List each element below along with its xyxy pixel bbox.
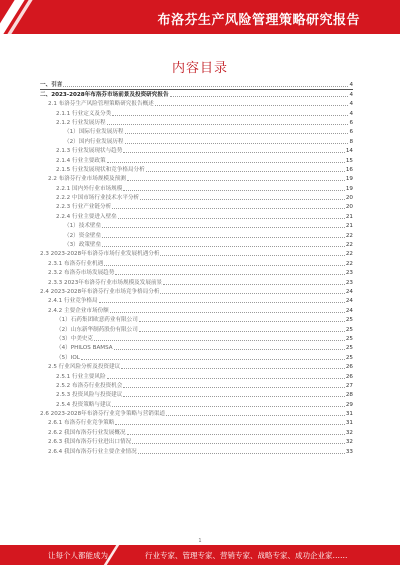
toc-leader-dots <box>107 162 345 163</box>
toc-entry-title: （5）IOL <box>56 354 80 361</box>
toc-entry[interactable] <box>40 99 353 108</box>
toc-entry-page: 31 <box>345 411 353 418</box>
toc-entry[interactable] <box>40 352 353 361</box>
toc-leader-dots <box>115 274 345 275</box>
toc-leader-dots <box>127 180 345 181</box>
toc-entry[interactable] <box>40 409 353 418</box>
toc-entry-page: 20 <box>345 195 353 202</box>
toc-leader-dots <box>121 368 345 369</box>
toc-entry-title: （3）政策壁垒 <box>64 242 102 249</box>
toc-entry[interactable] <box>40 268 353 277</box>
toc-leader-dots <box>94 340 345 341</box>
toc-leader-dots <box>138 453 345 454</box>
toc-entry[interactable] <box>40 446 353 455</box>
toc-leader-dots <box>146 171 345 172</box>
toc-entry-title: 2.1.3 行业发展现状与趋势 <box>56 148 123 155</box>
toc-entry[interactable] <box>40 315 353 324</box>
toc-entry-page: 22 <box>345 260 353 267</box>
toc-leader-dots <box>102 237 345 238</box>
toc-entry[interactable] <box>40 343 353 352</box>
toc-leader-dots <box>63 86 348 87</box>
toc-leader-dots <box>118 218 345 219</box>
toc-entry[interactable] <box>40 146 353 155</box>
toc-entry-page: 20 <box>345 204 353 211</box>
toc-entry-page: 24 <box>345 298 353 305</box>
toc-entry-title: （2）山东新华制药股份有限公司 <box>56 326 138 333</box>
toc-leader-dots <box>125 133 349 134</box>
toc-entry-title: 2.1 布洛芬生产风险管理策略研究报告概述 <box>48 101 154 108</box>
toc-leader-dots <box>112 208 345 209</box>
toc-entry[interactable] <box>40 89 353 98</box>
toc-entry-title: 2.6.3 我国布洛芬行业进出口情况 <box>48 439 132 446</box>
report-title: 布洛芬生产风险管理策略研究报告 <box>157 13 360 28</box>
toc-leader-dots <box>127 434 345 435</box>
toc-entry-page: 4 <box>349 101 353 108</box>
toc-entry[interactable] <box>40 427 353 436</box>
toc-entry[interactable] <box>40 230 353 239</box>
toc-entry-title: （4）PHILOS BAMSA <box>56 345 113 352</box>
toc-entry-page: 31 <box>345 420 353 427</box>
toc-entry[interactable] <box>40 108 353 117</box>
report-header <box>0 0 400 34</box>
toc-entry-page: 28 <box>345 392 353 399</box>
toc-entry[interactable] <box>40 324 353 333</box>
toc-entry-title: 2.3.3 2023年布洛芬行业市场规模及发展前景 <box>48 279 163 286</box>
toc-entry-title: 2.5.2 布洛芬行业投资机会 <box>56 382 123 389</box>
toc-entry[interactable] <box>40 399 353 408</box>
toc-leader-dots <box>107 378 345 379</box>
toc-leader-dots <box>166 415 345 416</box>
toc-entry-title: 二、2023-2028年布洛芬市场前景及投资研究报告 <box>40 91 169 98</box>
toc-entry-page: 25 <box>345 345 353 352</box>
toc-entry-title: （1）石药集团欧意药业有限公司 <box>56 317 138 324</box>
toc-leader-dots <box>160 293 344 294</box>
toc-entry-title: 2.2.2 中国市场行业技术水平分析 <box>56 195 140 202</box>
toc-entry-title: 2.1.5 行业发展现状和竞争格局分析 <box>56 166 145 173</box>
toc-entry-page: 22 <box>345 251 353 258</box>
toc-leader-dots <box>123 396 345 397</box>
toc-leader-dots <box>102 246 345 247</box>
toc-entry-page: 21 <box>345 213 353 220</box>
toc-entry[interactable] <box>40 155 353 164</box>
toc-leader-dots <box>139 321 345 322</box>
toc-entry-title: 2.6.1 布洛芬行业竞争策略 <box>48 420 115 427</box>
toc-entry[interactable] <box>40 240 353 249</box>
toc-divider <box>40 89 353 90</box>
toc-entry-title: 2.5.3 投资风险与投资建议 <box>56 392 123 399</box>
toc-entry[interactable] <box>40 211 353 220</box>
toc-leader-dots <box>132 443 345 444</box>
toc-entry[interactable] <box>40 174 353 183</box>
toc-entry-page: 23 <box>345 279 353 286</box>
toc-entry-title: 2.1.4 行业主要政策 <box>56 157 106 164</box>
toc-entry-title: （1）国际行业发展历程 <box>64 129 124 136</box>
toc-leader-dots <box>125 143 349 144</box>
toc-entry[interactable] <box>40 193 353 202</box>
toc-entry-title: （2）资金壁垒 <box>64 232 102 239</box>
footer-roles: 行业专家、管理专家、营销专家、战略专家、成功企业家…… <box>145 551 348 560</box>
toc-entry-page: 23 <box>345 270 353 277</box>
toc-entry-title: 2.6.2 我国布洛芬行业发展概况 <box>48 429 126 436</box>
toc-entry[interactable] <box>40 183 353 192</box>
toc-entry-title: 2.2.3 行业产业链分析 <box>56 204 112 211</box>
toc-entry-page: 8 <box>349 138 353 145</box>
toc-entry[interactable] <box>40 334 353 343</box>
toc-entry-page: 26 <box>345 373 353 380</box>
toc-entry-page: 26 <box>345 364 353 371</box>
toc-leader-dots <box>102 227 345 228</box>
toc-entry[interactable] <box>40 362 353 371</box>
toc-entry-title: 2.5.1 行业主要风险 <box>56 373 106 380</box>
toc-leader-dots <box>110 312 345 313</box>
toc-entry[interactable] <box>40 390 353 399</box>
toc-entry-title: 2.3.2 布洛芬市场发展趋势 <box>48 270 115 277</box>
toc-entry-page: 25 <box>345 335 353 342</box>
toc-leader-dots <box>139 331 345 332</box>
toc-entry-title: 2.2.4 行业主要进入壁垒 <box>56 213 117 220</box>
toc-entry-title: （2）国内行业发展历程 <box>64 138 124 145</box>
toc-entry-page: 21 <box>345 223 353 230</box>
toc-entry[interactable] <box>40 381 353 390</box>
toc-entry[interactable] <box>40 80 353 89</box>
toc-leader-dots <box>114 349 345 350</box>
toc-entry[interactable] <box>40 258 353 267</box>
toc-leader-dots <box>160 255 344 256</box>
toc-entry[interactable] <box>40 437 353 446</box>
toc-entry[interactable] <box>40 221 353 230</box>
toc-entry-page: 19 <box>345 176 353 183</box>
toc-entry-page: 29 <box>345 401 353 408</box>
toc-entry-page: 24 <box>345 288 353 295</box>
toc-entry-page: 15 <box>345 157 353 164</box>
toc-entry[interactable] <box>40 371 353 380</box>
toc-entry-title: 2.4 2023-2028年布洛芬行业市场竞争格局分析 <box>40 288 160 295</box>
toc-leader-dots <box>163 284 345 285</box>
toc-entry[interactable] <box>40 118 353 127</box>
table-of-contents <box>40 80 353 456</box>
toc-entry-page: 32 <box>345 439 353 446</box>
toc-leader-dots <box>104 265 345 266</box>
toc-leader-dots <box>123 190 345 191</box>
toc-leader-dots <box>112 115 348 116</box>
toc-entry-title: 2.6 2023-2028年布洛芬行业竞争策略与营销渠道 <box>40 411 166 418</box>
toc-entry[interactable] <box>40 305 353 314</box>
toc-entry-page: 4 <box>349 110 353 117</box>
toc-leader-dots <box>170 96 349 97</box>
toc-entry[interactable] <box>40 127 353 136</box>
toc-entry[interactable] <box>40 136 353 145</box>
toc-entry-title: 2.4.2 主要企业市场份额 <box>48 307 109 314</box>
toc-entry-page: 16 <box>345 166 353 173</box>
toc-entry-title: 2.1.2 行业发展历程 <box>56 119 106 126</box>
toc-leader-dots <box>107 124 349 125</box>
toc-entry-title: 2.1.1 行业定义及分类 <box>56 110 112 117</box>
toc-entry[interactable] <box>40 165 353 174</box>
toc-heading: 内容目录 <box>171 61 228 76</box>
toc-entry-page: 33 <box>345 448 353 455</box>
toc-entry-title: （3）中美史克 <box>56 335 94 342</box>
toc-entry-page: 19 <box>345 185 353 192</box>
toc-entry-page: 24 <box>345 307 353 314</box>
toc-entry-page: 6 <box>349 119 353 126</box>
toc-entry[interactable] <box>40 287 353 296</box>
toc-entry-title: 2.2 布洛芬行业市场规模及预测 <box>48 176 126 183</box>
toc-leader-dots <box>140 199 345 200</box>
toc-leader-dots <box>112 406 345 407</box>
toc-entry-page: 4 <box>349 82 353 89</box>
toc-leader-dots <box>155 105 349 106</box>
toc-entry-page: 4 <box>349 91 353 98</box>
toc-leader-dots <box>123 152 345 153</box>
toc-leader-dots <box>81 359 345 360</box>
toc-leader-dots <box>115 424 345 425</box>
page-number: 1 <box>198 538 202 544</box>
footer-slogan: 让每个人都能成为 <box>48 551 108 560</box>
toc-entry-page: 25 <box>345 354 353 361</box>
toc-leader-dots <box>123 387 345 388</box>
toc-entry[interactable] <box>40 249 353 258</box>
toc-entry-title: 2.3 2023-2028年布洛芬市场行业发展机遇分析 <box>40 251 160 258</box>
toc-entry-title: 2.2.1 国内外行业市场规模 <box>56 185 123 192</box>
toc-entry-title: 2.5.4 投资策略与建议 <box>56 401 112 408</box>
toc-entry-title: 一、引言 <box>40 82 63 89</box>
toc-entry-page: 27 <box>345 382 353 389</box>
toc-entry[interactable] <box>40 277 353 286</box>
toc-entry-title: 2.5 行业风险分析及投资建议 <box>48 364 121 371</box>
toc-entry-page: 22 <box>345 242 353 249</box>
toc-entry[interactable] <box>40 418 353 427</box>
toc-entry[interactable] <box>40 202 353 211</box>
toc-entry-page: 25 <box>345 326 353 333</box>
report-footer <box>0 545 400 565</box>
toc-leader-dots <box>99 302 345 303</box>
toc-entry[interactable] <box>40 296 353 305</box>
toc-entry-page: 14 <box>345 148 353 155</box>
toc-entry-title: 2.3.1 布洛芬行业机遇 <box>48 260 104 267</box>
toc-entry-page: 32 <box>345 429 353 436</box>
toc-entry-title: （1）技术壁垒 <box>64 223 102 230</box>
toc-entry-page: 22 <box>345 232 353 239</box>
toc-entry-title: 2.4.1 行业竞争格局 <box>48 298 98 305</box>
toc-entry-page: 6 <box>349 129 353 136</box>
toc-entry-page: 25 <box>345 317 353 324</box>
toc-entry-title: 2.6.4 我国布洛芬行业主要企业情况 <box>48 448 137 455</box>
